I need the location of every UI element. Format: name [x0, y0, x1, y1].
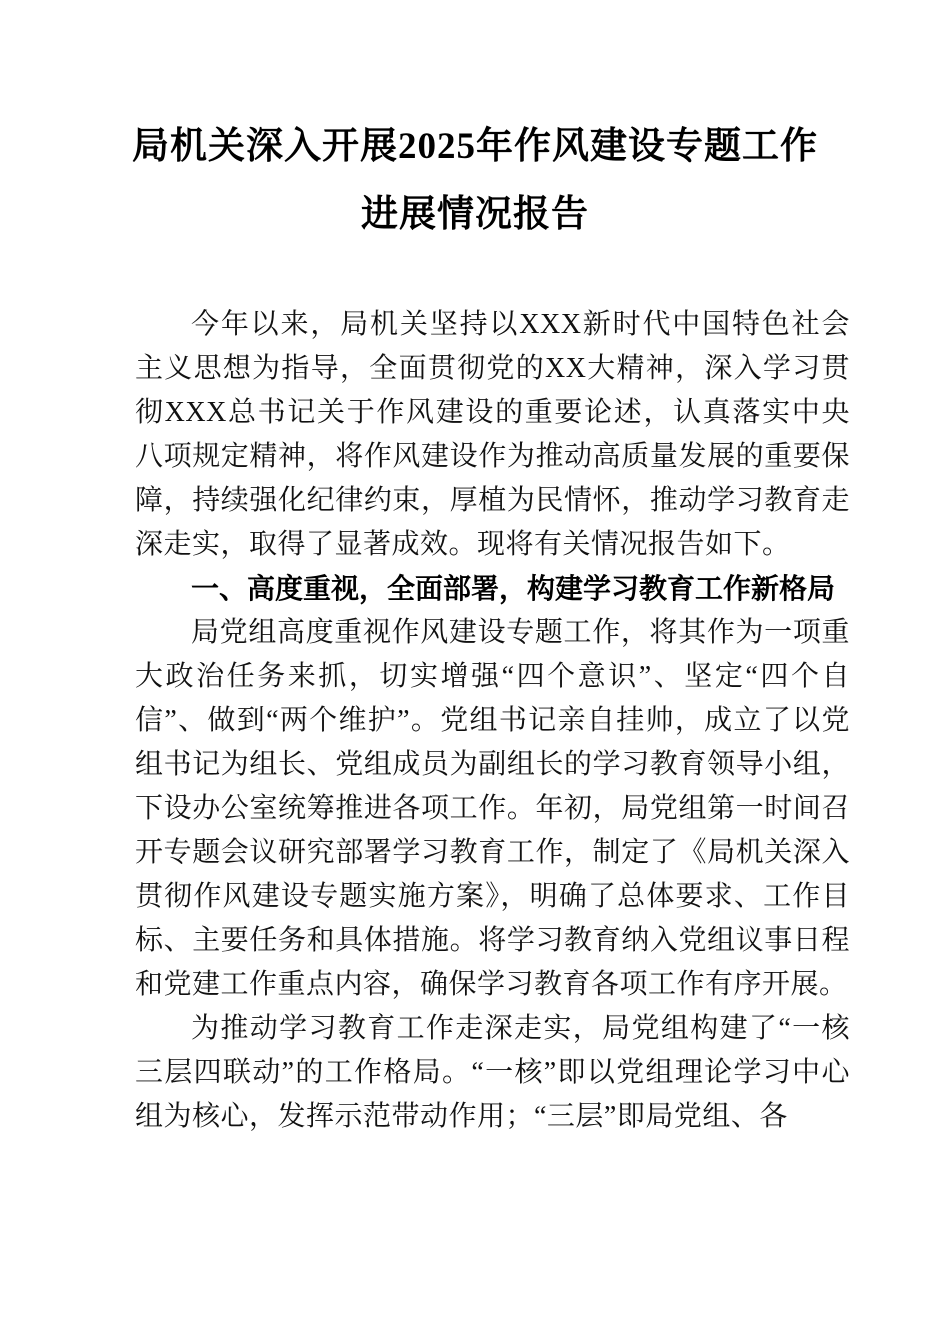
intro-paragraph: 今年以来，局机关坚持以XXX新时代中国特色社会主义思想为指导，全面贯彻党的XX大精神，深入学习贯彻XXX总书记关于作风建设的重要论述，认真落实中央八项规定精神，将作风建设作为推动高质量发展的重要保障，持续强化纪律约束，厚植为民情怀，推动学习教育走深走实，取得了显著成效。现将有关情况报告如下。	[135, 309, 850, 560]
document-title-line-1: 局机关深入开展2025年作风建设专题工作	[132, 126, 818, 167]
document-body	[135, 303, 850, 1139]
section-1-heading: 一、高度重视，全面部署，构建学习教育工作新格局	[191, 573, 836, 604]
section-1-paragraph-1: 局党组高度重视作风建设专题工作，将其作为一项重大政治任务来抓，切实增强“四个意识”、坚定“四个自信”、做到“两个维护”。党组书记亲自挂帅，成立了以党组书记为组长、党组成员为副组长的学习教育领导小组，下设办公室统筹推进各项工作。年初，局党组第一时间召开专题会议研究部署学习教育工作，制定了《局机关深入贯彻作风建设专题实施方案》，明确了总体要求、工作目标、主要任务和具体措施。将学习教育纳入党组议事日程和党建工作重点内容，确保学习教育各项工作有序开展。	[135, 617, 850, 1000]
document-title-line-2: 进展情况报告	[361, 194, 589, 235]
document-title	[60, 113, 890, 249]
section-1-paragraph-2: 为推动学习教育工作走深走实，局党组构建了“一核三层四联动”的工作格局。“一核”即以党组理论学习中心组为核心，发挥示范带动作用；“三层”即局党组、各	[135, 1013, 850, 1132]
